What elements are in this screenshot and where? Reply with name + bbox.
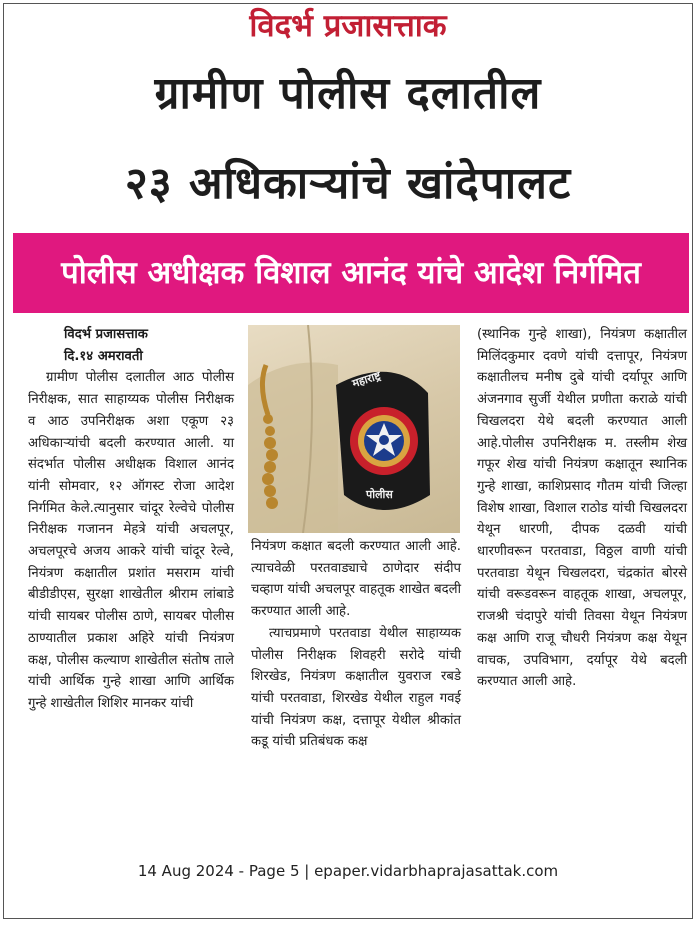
page-footer: 14 Aug 2024 - Page 5 | epaper.vidarbhaprajasattak.com	[137, 862, 559, 880]
article-column-1	[28, 324, 234, 715]
article-text-col3: (स्थानिक गुन्हे शाखा), नियंत्रण कक्षातील मिलिंदकुमार दवणे यांची दत्तापूर, नियंत्रण कक्षातीलच मनीष दुबे यांची दर्यापूर आणि अंजनगाव सुर्जी येथील प्रणीता कराळे यांची चिखलदरा येथे बदली करण्यात आली आहे.पोलीस उपनिरीक्षक म. तस्लीम शेख गफूर शेख यांची नियंत्रण कक्षातून स्थानिक गुन्हे शाखा, काशिप्रसाद गौतम यांची जिल्हा विशेष शाखा, विशाल राठोड यांची चिखलदरा येथून धारणी, दीपक दळवी यांची धारणीवरून परतवाडा, विठ्ठल वाणी यांची परतवाडा येथून चिखलदरा, चंद्रकांत बोरसे यांची वरूडवरून वाहतूक शाखा, अचलपूर, राजश्री चंदापुरे यांची तिवसा येथून नियंत्रण कक्ष आणि राजू चौधरी नियंत्रण कक्ष येथून वाचक, उपविभाग, दर्यापूर येथे बदली करण्यात आली आहे.	[477, 327, 687, 690]
headline-line-1: ग्रामीण पोलीस दलातील	[154, 68, 542, 119]
masthead: विदर्भ प्रजासत्ताक	[249, 8, 447, 44]
subheadline-band	[13, 233, 689, 313]
byline-dateline: दि.१४ अमरावती	[64, 348, 143, 364]
badge-bottom-text: पोलीस	[366, 488, 393, 501]
police-shoulder-patch-illustration	[248, 325, 460, 533]
subheadline: पोलीस अधीक्षक विशाल आनंद यांचे आदेश निर्गमित	[61, 255, 641, 291]
article-column-2	[251, 536, 461, 753]
article-text-col2-p2: त्याचप्रमाणे परतवाडा येथील साहाय्यक पोलीस निरीक्षक शिवहरी सरोदे यांची शिरखेड, नियंत्रण कक्षातील युवराज रबडे यांची परतवाडा, शिरखेड येथील राहुल गवई यांची नियंत्रण कक्ष, दत्तापूर येथील श्रीकांत कडू यांची प्रतिबंधक कक्ष	[251, 625, 461, 750]
newspaper-page	[3, 3, 693, 919]
article-text-col1: ग्रामीण पोलीस दलातील आठ पोलीस निरीक्षक, सात साहाय्यक पोलीस निरीक्षक व आठ उपनिरीक्षक अशा एकूण २३ अधिकाऱ्यांची बदली करण्यात आली. या संदर्भात पोलीस अधीक्षक विशाल आनंद यांनी सोमवार, १२ ऑगस्ट रोजा आदेश निर्गमित केले.त्यानुसार चांदूर रेल्वेचे पोलीस निरीक्षक गजानन मेहत्रे यांची अचलपूर, अचलपूरचे अजय आकरे यांची चांदूर रेल्वे, नियंत्रण कक्षातील प्रशांत मसराम यांची बीडीडीएस, सुरक्षा शाखेतील श्रीराम लांबाडे यांची सायबर पोलीस ठाणे, सायबर पोलीस ठाण्यातील प्रकाश अहिरे यांची नियंत्रण कक्ष, पोलीस कल्याण शाखेतील संतोष ताले यांची आर्थिक गुन्हे शाखा आणि आर्थिक गुन्हे शाखेतील शिशिर मानकर यांची	[28, 370, 234, 711]
byline-source: विदर्भ प्रजासत्ताक	[64, 327, 148, 342]
badge-top-text: महाराष्ट्र	[350, 368, 383, 391]
article-column-3	[477, 324, 687, 693]
article-text-col2-p1: नियंत्रण कक्षात बदली करण्यात आली आहे. त्याचवेळी परतवाड्याचे ठाणेदार संदीप चव्हाण यांची अचलपूर वाहतूक शाखेत बदली करण्यात आली आहे.	[251, 539, 461, 620]
police-badge-photo	[248, 325, 460, 533]
headline-line-2: २३ अधिकाऱ्यांचे खांदेपालट	[124, 158, 572, 209]
